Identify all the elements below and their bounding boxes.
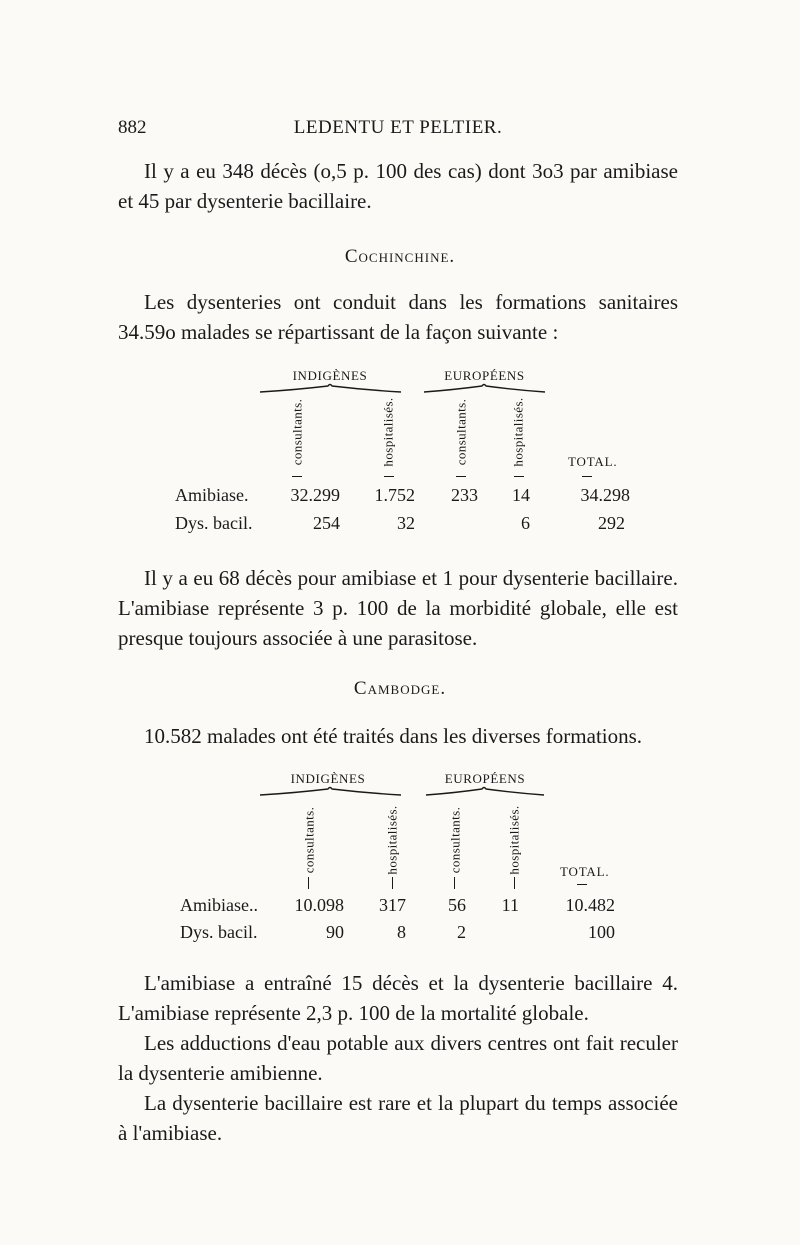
- closing-paragraph: L'amibiase a entraîné 15 décès et la dysenterie bacillaire 4. L'amibiase représente 2,3 p. 100 de la mortalité globale.: [118, 971, 678, 1025]
- intro-paragraph: Il y a eu 348 décès (o,5 p. 100 des cas) dont 3o3 par amibiase et 45 par dysenterie bacillaire.: [118, 159, 678, 213]
- col-head-europeens-consultants: consultants.: [447, 806, 463, 874]
- row-label-amibiase: Amibiase.: [175, 485, 249, 505]
- col-head-indigenes-hospitalises: hospitalisés.: [385, 805, 400, 875]
- cell-total: 10.482: [565, 895, 615, 915]
- dash: [577, 884, 587, 885]
- dash: [292, 476, 302, 477]
- group-label-europeens: EUROPÉENS: [444, 368, 525, 383]
- running-header: [118, 117, 678, 147]
- row-label-amibiase: Amibiase..: [180, 895, 258, 915]
- cell-value: 233: [451, 485, 478, 505]
- section-title-cambodge: Cambodge.: [353, 678, 447, 699]
- running-title: LEDENTU ET PELTIER.: [293, 117, 503, 138]
- col-head-europeens-hospitalises: hospitalisés.: [507, 805, 522, 875]
- brace-europeens: [424, 785, 546, 797]
- col-head-europeens-consultants: consultants.: [453, 398, 469, 466]
- section-title-cochinchine: Cochinchine.: [344, 246, 456, 267]
- tick: [514, 877, 515, 889]
- cambodge-closing-paragraphs: [118, 968, 678, 1148]
- col-head-europeens-hospitalises: hospitalisés.: [511, 397, 526, 467]
- cell-value: 11: [501, 895, 519, 915]
- closing-paragraph: La dysenterie bacillaire est rare et la plupart du temps associée à l'amibiase.: [118, 1091, 678, 1145]
- cell-total: 34.298: [580, 485, 630, 505]
- cochinchine-intro-paragraph: Les dysenteries ont conduit dans les formations sanitaires 34.59o malades se répartissant de la façon suivante :: [118, 290, 678, 344]
- cell-value: 1.752: [374, 485, 415, 505]
- tick: [392, 877, 393, 889]
- closing-paragraph: Les adductions d'eau potable aux divers centres ont fait reculer la dysenterie amibienne.: [118, 1031, 678, 1085]
- cell-value: 254: [313, 513, 340, 533]
- col-head-indigenes-consultants: consultants.: [301, 806, 317, 874]
- cell-value: 90: [326, 922, 344, 942]
- cell-value: 2: [457, 922, 466, 942]
- cell-total: 100: [588, 922, 615, 942]
- tick: [454, 877, 455, 889]
- dash: [384, 476, 394, 477]
- col-head-total: TOTAL.: [568, 454, 618, 469]
- group-label-indigenes: INDIGÈNES: [290, 771, 366, 786]
- col-head-total: TOTAL.: [560, 864, 610, 879]
- brace-indigenes: [258, 785, 403, 797]
- cell-value: 317: [379, 895, 406, 915]
- group-label-indigenes: INDIGÈNES: [292, 368, 368, 383]
- dash: [582, 476, 592, 477]
- col-head-indigenes-hospitalises: hospitalisés.: [381, 397, 396, 467]
- cell-value: 32: [397, 513, 415, 533]
- cell-value: 14: [512, 485, 530, 505]
- cell-value: 56: [448, 895, 466, 915]
- group-label-europeens: EUROPÉENS: [444, 771, 526, 786]
- cell-value: 10.098: [294, 895, 344, 915]
- dash: [514, 476, 524, 477]
- row-label-dys-bacil: Dys. bacil.: [180, 922, 258, 942]
- cell-total: 292: [598, 513, 625, 533]
- brace-europeens: [422, 382, 547, 394]
- cambodge-intro-paragraph: 10.582 malades ont été traités dans les diverses formations.: [144, 724, 643, 748]
- cochinchine-closing-paragraph: Il y a eu 68 décès pour amibiase et 1 pour dysenterie bacillaire. L'amibiase représente 3 p. 100 de la morbidité globale, elle est presque toujours associée à une parasitose.: [118, 566, 678, 650]
- cell-value: 32.299: [290, 485, 340, 505]
- row-label-dys-bacil: Dys. bacil.: [175, 513, 253, 533]
- page-number: 882: [118, 117, 147, 138]
- col-head-indigenes-consultants: consultants.: [289, 398, 305, 466]
- dash: [456, 476, 466, 477]
- tick: [308, 877, 309, 889]
- cell-value: 8: [397, 922, 406, 942]
- cell-value: 6: [521, 513, 530, 533]
